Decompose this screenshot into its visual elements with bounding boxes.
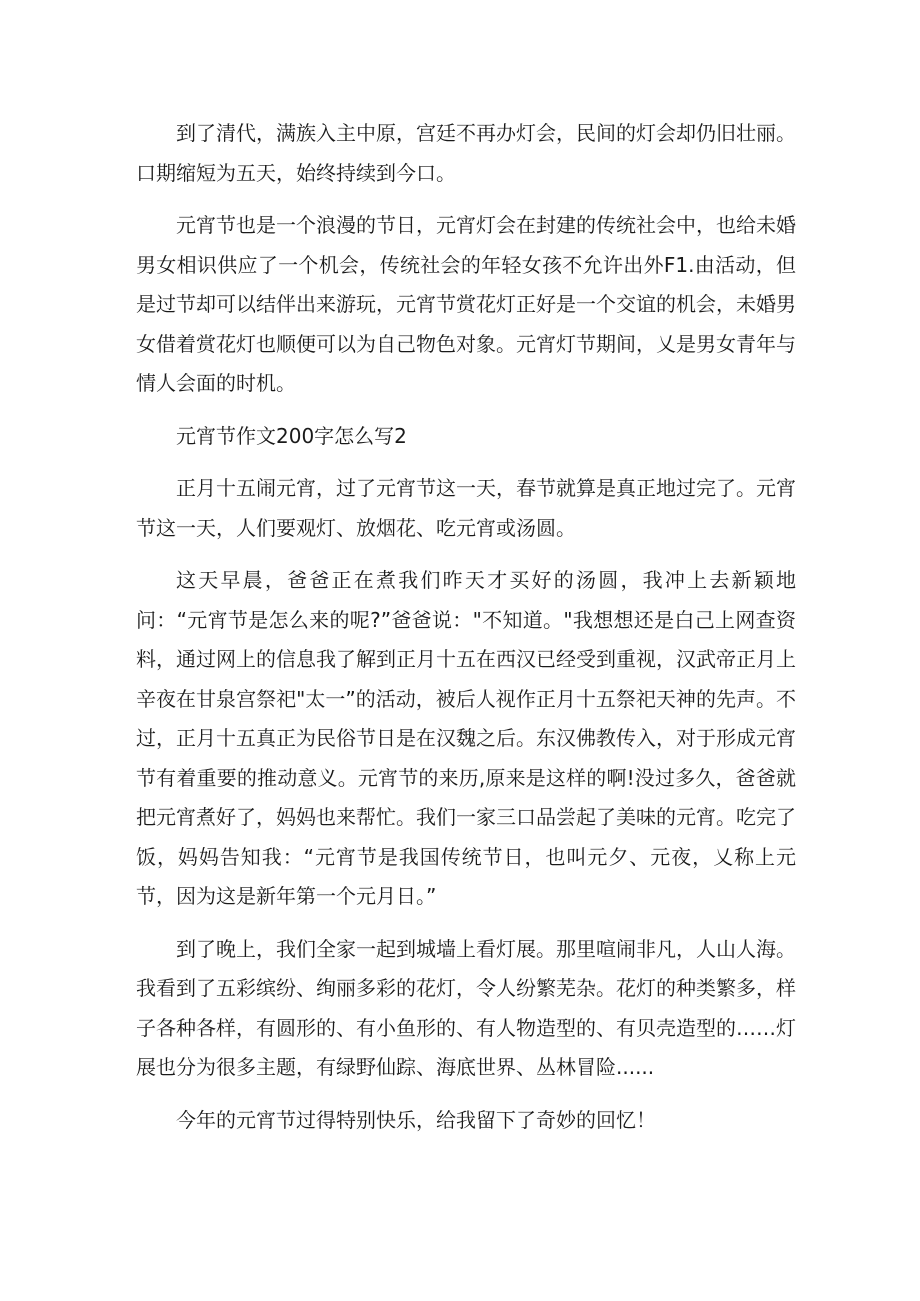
document-body <box>136 114 796 1153</box>
paragraph-evening-lanterns: 到了晚上，我们全家一起到城墙上看灯展。那里喧闹非凡，人山人海。我看到了五彩缤纷、绚丽多彩的花灯，令人纷繁芜杂。花灯的种类繁多，样子各种各样，有圆形的、有小鱼形的、有人物造型的、有贝壳造型的……灯展也分为很多主题，有绿野仙踪、海底世界、丛林冒险...... <box>136 936 796 1079</box>
paragraph-qing-dynasty: 到了清代，满族入主中原，宫廷不再办灯会，民间的灯会却仍旧壮丽。口期缩短为五天，始终持续到今口。 <box>136 121 796 185</box>
section-heading: 元宵节作文200字怎么写2 <box>176 423 407 448</box>
paragraph-lantern-festival-intro: 正月十五闹元宵，过了元宵节这一天，春节就算是真正地过完了。元宵节这一天，人们要观灯、放烟花、吃元宵或汤圆。 <box>136 476 796 540</box>
paragraph-morning-story: 这天早晨，爸爸正在煮我们昨天才买好的汤圆，我冲上去新颖地问：“元宵节是怎么来的呢?”爸爸说："不知道。"我想想还是白己上网查资料，通过网上的信息我了解到正月十五在西汉已经受到重视，汉武帝正月上辛夜在甘泉宫祭祀"太一”的活动，被后人视作正月十五祭祀天神的先声。不过，正月十五真正为民俗节日是在汉魏之后。东汉佛教传入，对于形成元宵节有着重要的推动意义。元宵节的来历,原来是这样的啊!没过多久，爸爸就把元宵煮好了，妈妈也来帮忙。我们一家三口品尝起了美味的元宵。吃完了饭，妈妈告知我：“元宵节是我国传统节日，也叫元夕、元夜，乂称上元节，因为这是新年第一个元月日。” <box>136 568 796 908</box>
paragraph-romantic-festival: 元宵节也是一个浪漫的节日，元宵灯会在封建的传统社会中，也给未婚男女相识供应了一个机会，传统社会的年轻女孩不允许出外F1.由活动，但是过节却可以结伴出来游玩，元宵节赏花灯正好是一个交谊的机会，未婚男女借着赏花灯也顺便可以为自己物色对象。元宵灯节期间，乂是男女青年与情人会面的时机。 <box>136 213 796 395</box>
paragraph-conclusion: 今年的元宵节过得特别快乐，给我留下了奇妙的回忆！ <box>176 1107 656 1132</box>
